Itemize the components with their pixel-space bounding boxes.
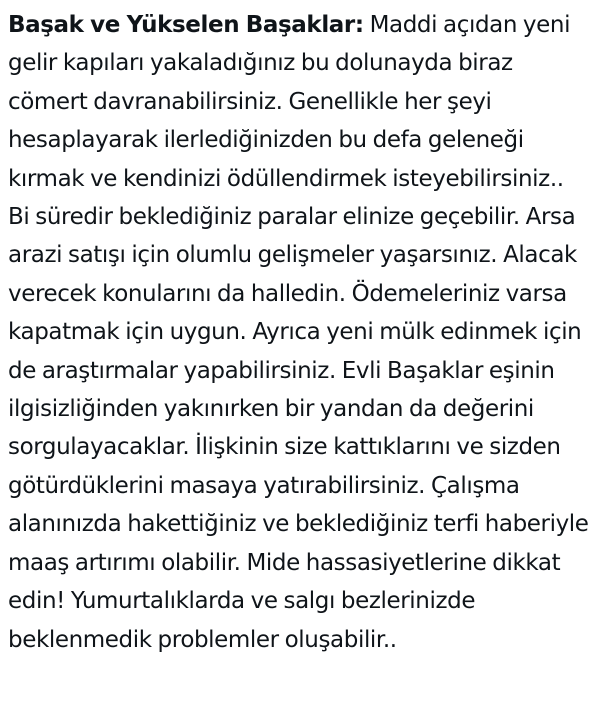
sign-heading: Başak ve Yükselen Başaklar: [8, 12, 364, 38]
post-body-text [8, 6, 590, 659]
horoscope-text: Maddi açıdan yeni gelir kapıları yakaladığınız bu dolunayda biraz cömert davranabilirsiniz. Genellikle her şeyi hesaplayarak ilerlediğinizden bu defa geleneği kırmak ve kendinizi ödüllendirmek isteyebilirsiniz.. Bi süredir beklediğiniz paralar elinize geçebilir. Arsa arazi satışı için olumlu gelişmeler yaşarsınız. Alacak verecek konularını da halledin. Ödemeleriniz varsa kapatmak için uygun. Ayrıca yeni mülk edinmek için de araştırmalar yapabilirsiniz. Evli Başaklar eşinin ilgisizliğinden yakınırken bir yandan da değerini sorgulayacaklar. İlişkinin size kattıklarını ve sizden götürdüklerini masaya yatırabilirsiniz. Çalışma alanınızda hakettiğiniz ve beklediğiniz terfi haberiyle maaş artırımı olabilir. Mide hassasiyetlerine dikkat edin! Yumurtalıklarda ve salgı bezlerinizde beklenmedik problemler oluşabilir.. [8, 12, 589, 653]
